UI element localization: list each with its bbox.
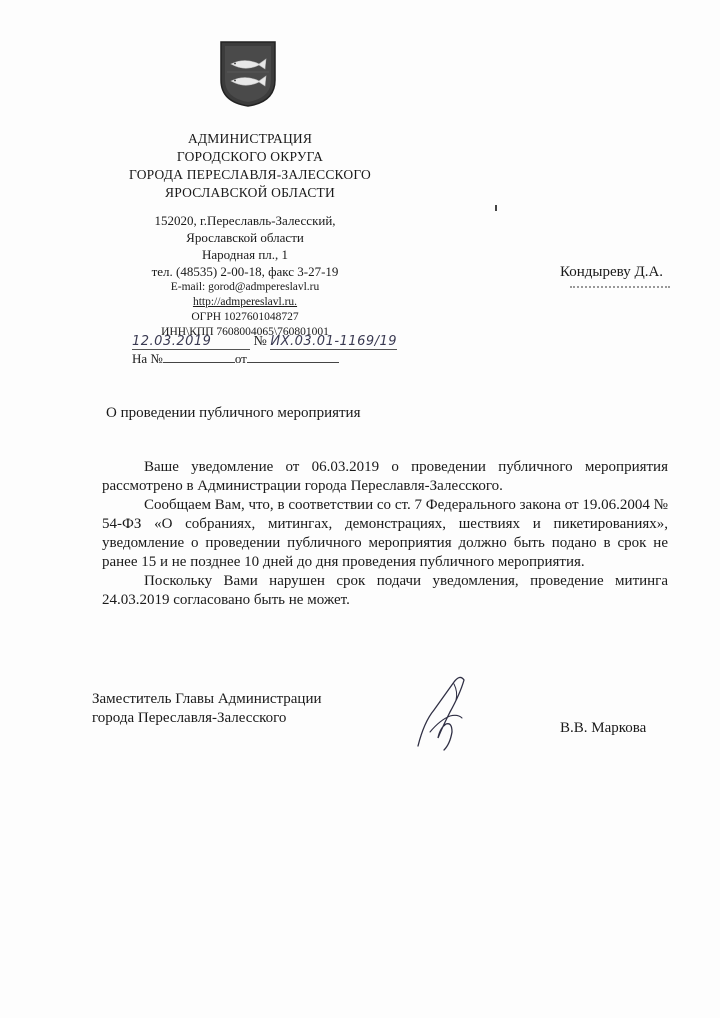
inn-kpp-line: ИНН\КПП 7608004065\760801001 [161, 326, 329, 338]
address-block [120, 212, 370, 340]
organization-name [100, 130, 400, 202]
outgoing-number [132, 334, 402, 350]
website-link[interactable]: http://admpereslavl.ru. [192, 296, 298, 308]
letter-body [102, 458, 668, 610]
coat-of-arms-icon [219, 40, 277, 108]
address-line-3: Народная пл., 1 [201, 247, 289, 262]
email-line: E-mail: gorod@admpereslavl.ru [170, 281, 320, 293]
org-line-3: ГОРОДА ПЕРЕСЛАВЛЯ-ЗАЛЕССКОГО [129, 167, 371, 182]
reply-date-blank [247, 350, 339, 363]
address-line-4: тел. (48535) 2-00-18, факс 3-27-19 [151, 264, 339, 279]
recipient-name: Кондыреву Д.А. [560, 264, 664, 280]
reply-from: от [234, 351, 247, 366]
org-line-2: ГОРОДСКОГО ОКРУГА [176, 149, 324, 164]
paragraph-1: Ваше уведомление от 06.03.2019 о проведении публичного мероприятия рассмотрено в Администрации города Переславля-Залесского. [102, 459, 668, 494]
outgoing-date: 12.03.2019 [132, 334, 250, 350]
recipient-cutoff-line [560, 284, 675, 290]
signatory-title [92, 690, 322, 728]
reply-number-blank [163, 350, 235, 363]
handwritten-signature-icon [410, 672, 480, 754]
org-line-1: АДМИНИСТРАЦИЯ [187, 131, 313, 146]
paragraph-2: Сообщаем Вам, что, в соответствии со ст. 7 Федерального закона от 19.06.2004 № 54-ФЗ «О собраниях, митингах, демонстрациях, шествиях и пикетированиях», уведомление о проведении публичного мероприятия должно быть подано в срок не ранее 15 и не позднее 10 дней до дня проведения публичного мероприятия. [102, 497, 668, 570]
letter-subject: О проведении публичного мероприятия [106, 405, 361, 421]
signatory-title-line-2: города Переславля-Залесского [92, 710, 287, 726]
outgoing-number-prefix: № [253, 334, 267, 349]
reply-prefix: На № [132, 351, 163, 366]
paragraph-3: Поскольку Вами нарушен срок подачи уведомления, проведение митинга 24.03.2019 согласовано быть не может. [102, 573, 668, 608]
signatory-name: В.В. Маркова [560, 720, 647, 736]
outgoing-number-value: ИХ.03.01-1169/19 [270, 334, 398, 349]
address-line-2: Ярославской области [186, 230, 304, 245]
ogrn-line: ОГРН 1027601048727 [191, 311, 299, 323]
stray-mark [495, 205, 497, 211]
address-line-1: 152020, г.Переславль-Залесский, [154, 213, 336, 228]
reply-reference [132, 350, 339, 367]
signatory-title-line-1: Заместитель Главы Администрации [92, 691, 322, 707]
org-line-4: ЯРОСЛАВСКОЙ ОБЛАСТИ [165, 185, 335, 200]
